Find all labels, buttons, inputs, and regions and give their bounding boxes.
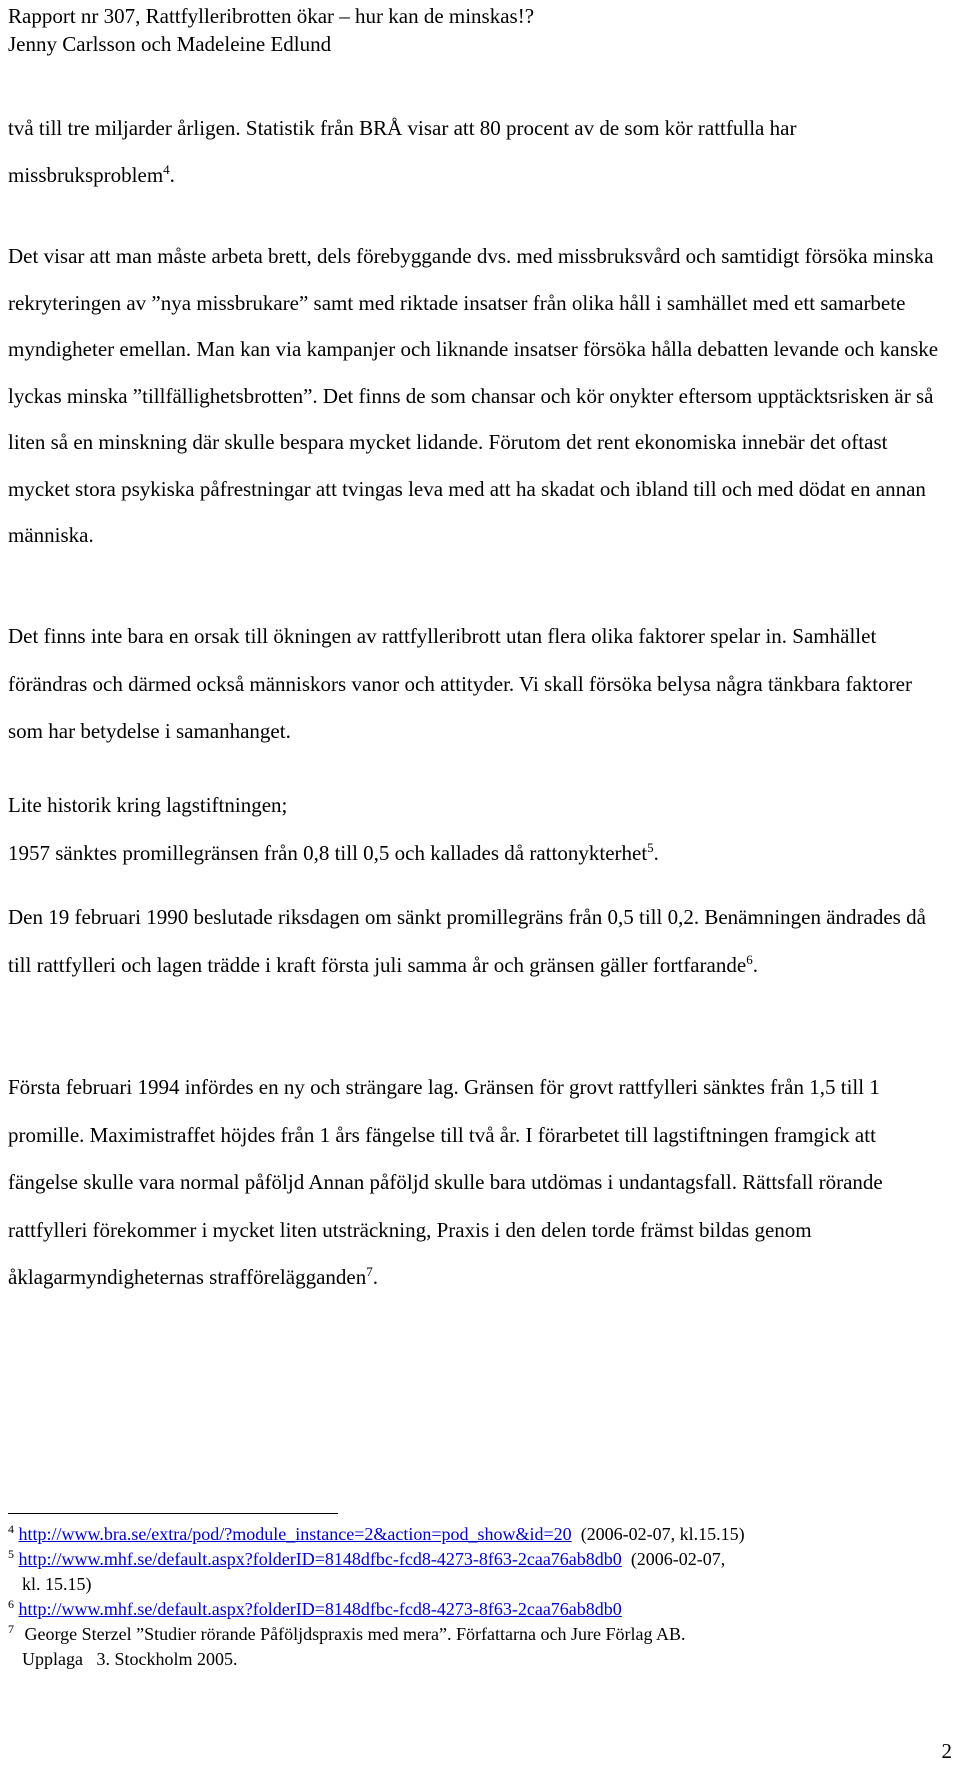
paragraph-3: Det finns inte bara en orsak till ökningen av rattfylleribrott utan flera olika faktorer spelar in. Samhället förändras och därmed också människors vanor och attityder. Vi skall försöka belysa några tänkbara faktorer som har betydelse i samanhanget.	[8, 624, 912, 743]
footnote-divider	[8, 1513, 338, 1514]
footnote-7: $^7$ George Sterzel ”Studier rörande Påföljdspraxis med mera”. Författarna och Jure Förlag AB. Upplaga 3. Stockholm 2005.	[8, 1622, 686, 1669]
paragraph-5: Den 19 februari 1990 beslutade riksdagen om sänkt promillegräns från 0,5 till 0,2. Benämningen ändrades då till rattfylleri och lagen trädde i kraft första juli samma år och gränsen gäller fortfarande$^6$.	[8, 905, 926, 977]
page-number: 2	[941, 1739, 952, 1763]
paragraph-1: två till tre miljarder årligen. Statistik från BRÅ visar att 80 procent av de som kör rattfulla har missbruksproblem$^4$.	[8, 116, 797, 187]
footnote-5: $^5$ http://www.mhf.se/default.aspx?folderID=8148dfbc-fcd8-4273-8f63-2caa76ab8db0 (2006-02-07, kl. 15.15)	[8, 1547, 726, 1594]
history-1957: 1957 sänktes promillegränsen från 0,8 till 0,5 och kallades då rattonykterhet$^5$.	[8, 839, 659, 865]
footnote-4-link[interactable]: http://www.bra.se/extra/pod/?module_instance=2&action=pod_show&id=20	[18, 1524, 572, 1544]
paragraph-2: Det visar att man måste arbeta brett, dels förebyggande dvs. med missbruksvård och samtidigt försöka minska rekryteringen av ”nya missbrukare” samt med riktade insatser från olika håll i samhället med ett samarbete myndigheter emellan. Man kan via kampanjer och liknande insatser försöka hålla debatten levande och kanske lyckas minska ”tillfällighetsbrotten”. Det finns de som chansar och kör onykter eftersom upptäcktsrisken är så liten så en minskning där skulle bespara mycket lidande. Förutom det rent ekonomiska innebär det oftast mycket stora psykiska påfrestningar att tvingas leva med att ha skadat och ibland till och med dödat en annan människa.	[8, 244, 939, 547]
report-authors: Jenny Carlsson och Madeleine Edlund	[8, 32, 332, 56]
footnote-ref-6[interactable]: 6	[746, 951, 753, 967]
footnote-6-link[interactable]: http://www.mhf.se/default.aspx?folderID=8148dfbc-fcd8-4273-8f63-2caa76ab8db0	[18, 1599, 622, 1619]
footnote-ref-5[interactable]: 5	[647, 839, 654, 855]
page-header	[8, 2, 534, 58]
paragraph-6: Första februari 1994 infördes en ny och strängare lag. Gränsen för grovt rattfylleri sänktes från 1,5 till 1 promille. Maximistraffet höjdes från 1 års fängelse till två år. I förarbetet till lagstiftningen framgick att fängelse skulle vara normal påföljd Annan påföljd skulle bara utdömas i undantagsfall. Rättsfall rörande rattfylleri förekommer i mycket liten utsträckning, Praxis i den delen torde främst bildas genom åklagarmyndigheternas strafförelägganden$^7$.	[8, 1075, 883, 1289]
footnote-6: $^6$ http://www.mhf.se/default.aspx?folderID=8148dfbc-fcd8-4273-8f63-2caa76ab8db0	[8, 1597, 622, 1619]
paragraph-4	[8, 782, 948, 877]
footnote-4: $^4$ http://www.bra.se/extra/pod/?module_instance=2&action=pod_show&id=20 (2006-02-07, kl.15.15)	[8, 1522, 745, 1544]
history-heading: Lite historik kring lagstiftningen;	[8, 793, 288, 817]
report-title: Rapport nr 307, Rattfylleribrotten ökar – hur kan de minskas!?	[8, 4, 535, 28]
footnote-5-link[interactable]: http://www.mhf.se/default.aspx?folderID=8148dfbc-fcd8-4273-8f63-2caa76ab8db0	[18, 1549, 622, 1569]
footnote-ref-7[interactable]: 7	[366, 1264, 373, 1279]
footnote-ref-4[interactable]: 4	[163, 161, 170, 177]
footnotes	[8, 1522, 948, 1672]
